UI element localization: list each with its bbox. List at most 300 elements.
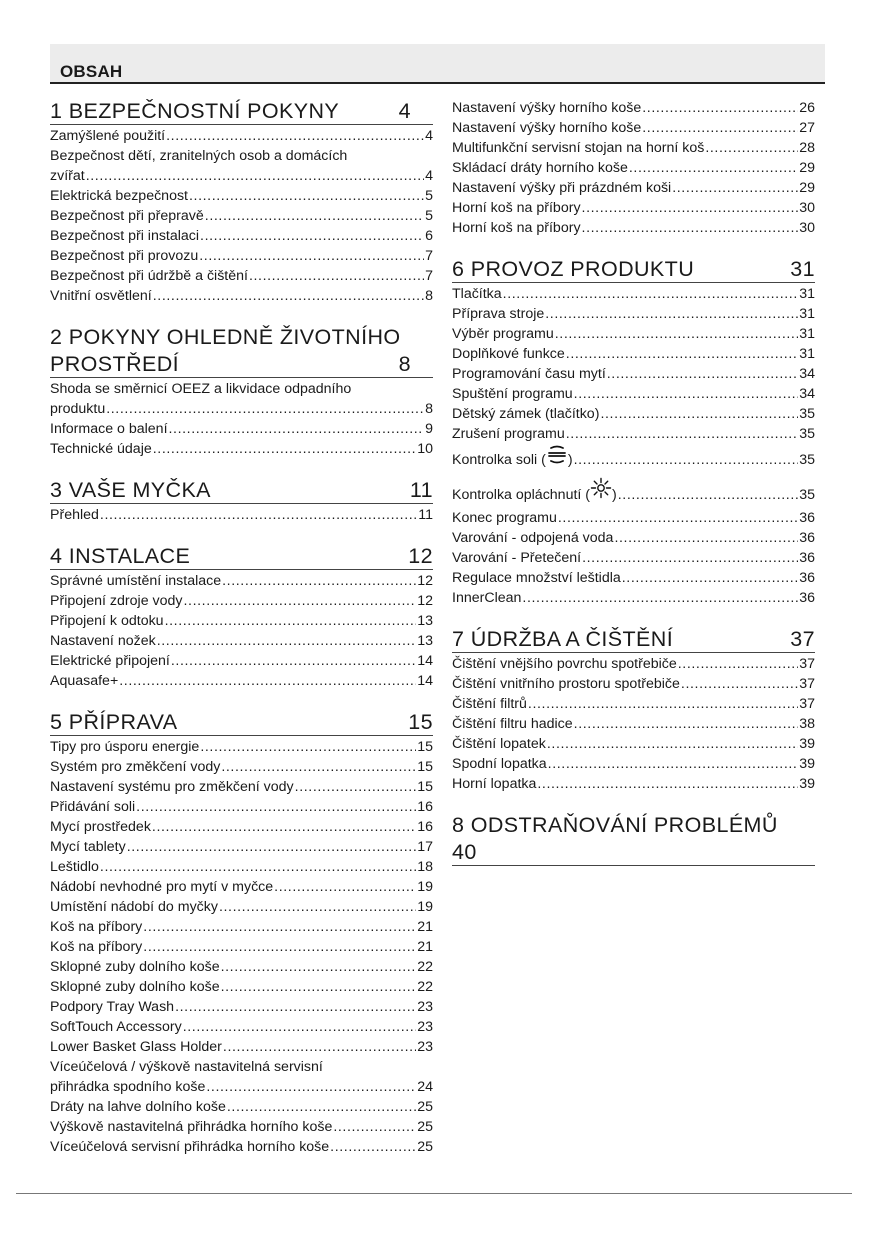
toc-entry-page: 4 bbox=[425, 128, 433, 144]
toc-entry-text: Nádobí nevhodné pro mytí v myčce bbox=[50, 879, 274, 895]
toc-entry-page: 23 bbox=[417, 1039, 433, 1055]
toc-entry-text: Konec programu bbox=[452, 510, 557, 526]
section-heading[interactable] bbox=[50, 709, 433, 736]
dot-leader bbox=[295, 777, 417, 797]
toc-entry-page: 31 bbox=[799, 306, 815, 322]
toc-entry-text: Aquasafe+ bbox=[50, 673, 119, 689]
toc-entry-page: 29 bbox=[799, 160, 815, 176]
toc-entry-page: 23 bbox=[417, 999, 433, 1015]
dot-leader bbox=[165, 611, 417, 631]
toc-entry-page: 6 bbox=[425, 228, 433, 244]
toc-entry-text: Čištění filtru hadice bbox=[452, 716, 573, 732]
toc-title: OBSAH bbox=[60, 62, 123, 81]
toc-entry-row bbox=[50, 399, 433, 419]
toc-entry-text: Čištění lopatek bbox=[452, 736, 546, 752]
dot-leader bbox=[330, 1137, 416, 1157]
toc-entry-row bbox=[50, 837, 433, 857]
toc-entry-text: Víceúčelová / výškově nastavitelná servisní bbox=[50, 1059, 323, 1075]
dot-leader bbox=[537, 774, 798, 794]
toc-entry-row bbox=[50, 997, 433, 1017]
dot-leader bbox=[582, 198, 799, 218]
toc-entry-page: 37 bbox=[799, 696, 815, 712]
toc-entry[interactable] bbox=[50, 591, 433, 611]
toc-entry-text: Tipy pro úsporu energie bbox=[50, 739, 200, 755]
section-heading[interactable] bbox=[50, 477, 433, 504]
toc-entry[interactable] bbox=[452, 98, 815, 118]
toc-entry[interactable] bbox=[452, 568, 815, 588]
toc-entry-page: 23 bbox=[417, 1019, 433, 1035]
toc-entry-page: 39 bbox=[799, 756, 815, 772]
toc-entry-page: 29 bbox=[799, 180, 815, 196]
section-page: 11 bbox=[409, 478, 433, 502]
toc-entry[interactable] bbox=[50, 957, 433, 977]
dot-leader bbox=[206, 1077, 416, 1097]
dot-leader bbox=[221, 957, 417, 977]
toc-entry-row bbox=[50, 246, 433, 266]
toc-entry-page: 11 bbox=[418, 507, 433, 523]
dot-leader bbox=[153, 286, 424, 306]
toc-entry-text: Bezpečnost při instalaci bbox=[50, 228, 200, 244]
toc-entry-page: 37 bbox=[799, 676, 815, 692]
dot-leader bbox=[143, 917, 416, 937]
toc-entry[interactable] bbox=[452, 384, 815, 404]
toc-entry[interactable] bbox=[452, 674, 815, 694]
dot-leader bbox=[184, 591, 417, 611]
toc-entry-row bbox=[452, 178, 815, 198]
toc-entry-text: Zamýšlené použití bbox=[50, 128, 166, 144]
toc-entry[interactable] bbox=[50, 977, 433, 997]
dot-leader bbox=[205, 206, 424, 226]
toc-entry[interactable] bbox=[452, 178, 815, 198]
section-title: 8 ODSTRAŇOVÁNÍ PROBLÉMŮ bbox=[452, 813, 778, 837]
toc-entry[interactable] bbox=[50, 897, 433, 917]
toc-entry-text: Koš na příbory bbox=[50, 919, 143, 935]
section-title: 6 PROVOZ PRODUKTU bbox=[452, 257, 695, 281]
toc-entry-page: 25 bbox=[417, 1139, 433, 1155]
toc-entry-page: 36 bbox=[799, 510, 815, 526]
section-heading-page bbox=[452, 839, 815, 866]
section-title: PROSTŘEDÍ bbox=[50, 352, 180, 376]
toc-entry[interactable] bbox=[50, 1057, 433, 1097]
toc-entry[interactable] bbox=[50, 817, 433, 837]
section-title: 4 INSTALACE bbox=[50, 544, 191, 568]
toc-section bbox=[50, 709, 433, 1157]
dot-leader bbox=[503, 284, 799, 304]
toc-entry[interactable] bbox=[50, 126, 433, 146]
dot-leader bbox=[223, 1037, 416, 1057]
toc-entry-text: Varování - Přetečení bbox=[452, 550, 582, 566]
dot-leader bbox=[574, 384, 799, 404]
dot-leader bbox=[274, 877, 416, 897]
toc-entry[interactable] bbox=[50, 937, 433, 957]
dot-leader bbox=[600, 404, 798, 424]
toc-entry[interactable] bbox=[452, 477, 815, 508]
toc-entry-row bbox=[452, 444, 815, 473]
toc-entry[interactable] bbox=[50, 286, 433, 306]
toc-entry-page: 18 bbox=[417, 859, 433, 875]
section-page: 37 bbox=[790, 627, 815, 651]
toc-entry-text: Shoda se směrnicí OEEZ a likvidace odpadního bbox=[50, 381, 352, 397]
toc-entry[interactable] bbox=[50, 226, 433, 246]
dot-leader bbox=[100, 505, 417, 525]
toc-entry-page: 7 bbox=[425, 268, 433, 284]
dot-leader bbox=[221, 757, 416, 777]
toc-entry[interactable] bbox=[452, 218, 815, 238]
toc-entry-row bbox=[50, 226, 433, 246]
toc-entry[interactable] bbox=[452, 774, 815, 794]
toc-entry[interactable] bbox=[452, 344, 815, 364]
toc-entry[interactable] bbox=[50, 186, 433, 206]
toc-entry-text: Čištění filtrů bbox=[452, 696, 527, 712]
toc-entry-text: InnerClean bbox=[452, 590, 522, 606]
dot-leader bbox=[582, 548, 798, 568]
toc-entry-text: Regulace množství leštidla bbox=[452, 570, 621, 586]
toc-entry[interactable] bbox=[452, 404, 815, 424]
toc-entry-page: 28 bbox=[799, 140, 815, 156]
dot-leader bbox=[548, 754, 799, 774]
dot-leader bbox=[574, 447, 799, 473]
toc-entry-page: 35 bbox=[799, 406, 815, 422]
toc-entry-text: Víceúčelová servisní přihrádka horního koše bbox=[50, 1139, 330, 1155]
toc-entry-row bbox=[452, 734, 815, 754]
toc-entry-row bbox=[50, 505, 433, 525]
toc-entry-row bbox=[50, 186, 433, 206]
toc-entry[interactable] bbox=[452, 304, 815, 324]
section-title: 5 PŘÍPRAVA bbox=[50, 710, 178, 734]
section-gap bbox=[452, 794, 815, 812]
section-heading[interactable] bbox=[50, 98, 433, 125]
toc-entry-row bbox=[50, 439, 433, 459]
toc-entry[interactable] bbox=[50, 777, 433, 797]
toc-entry-page: 38 bbox=[799, 716, 815, 732]
toc-entry-page: 13 bbox=[417, 613, 433, 629]
toc-entry-text: Bezpečnost dětí, zranitelných osob a domácích bbox=[50, 148, 348, 164]
toc-entry[interactable] bbox=[452, 284, 815, 304]
toc-entry-text: Mycí prostředek bbox=[50, 819, 151, 835]
section-heading[interactable] bbox=[50, 351, 433, 378]
toc-entry[interactable] bbox=[50, 1037, 433, 1057]
toc-entry[interactable] bbox=[50, 877, 433, 897]
dot-leader bbox=[678, 654, 798, 674]
toc-entry-page: 14 bbox=[417, 673, 433, 689]
toc-entry-text: Bezpečnost při přepravě bbox=[50, 208, 204, 224]
toc-entry-text: Kontrolka soli ( bbox=[452, 452, 546, 468]
toc-entry-text: Nastavení výšky horního koše bbox=[452, 120, 642, 136]
dot-leader bbox=[681, 674, 798, 694]
toc-entry-text: Čištění vnějšího povrchu spotřebiče bbox=[452, 656, 677, 672]
toc-entry-page: 36 bbox=[799, 570, 815, 586]
dot-leader bbox=[221, 977, 417, 997]
toc-entry-page: 22 bbox=[417, 979, 433, 995]
section-page: 12 bbox=[408, 544, 433, 568]
toc-entry-text: Podpory Tray Wash bbox=[50, 999, 175, 1015]
section-title: 7 ÚDRŽBA A ČIŠTĚNÍ bbox=[452, 627, 674, 651]
toc-entry-row bbox=[452, 528, 815, 548]
toc-entry-page: 37 bbox=[799, 656, 815, 672]
toc-entry-row bbox=[452, 118, 815, 138]
toc-entry[interactable] bbox=[452, 118, 815, 138]
toc-column-right bbox=[452, 98, 815, 867]
toc-entry[interactable] bbox=[452, 754, 815, 774]
toc-entry-page: 36 bbox=[799, 530, 815, 546]
toc-entry-text: Sklopné zuby dolního koše bbox=[50, 979, 220, 995]
toc-entry-text: Nastavení nožek bbox=[50, 633, 156, 649]
toc-entry-page: 16 bbox=[417, 799, 433, 815]
section-heading[interactable] bbox=[452, 812, 815, 838]
section-title-line bbox=[50, 324, 433, 350]
toc-entry-page: 34 bbox=[799, 386, 815, 402]
toc-entry-row bbox=[50, 1117, 433, 1137]
toc-entry-text: Přidávání soli bbox=[50, 799, 136, 815]
toc-entry[interactable] bbox=[50, 1137, 433, 1157]
toc-entry-page: 25 bbox=[417, 1119, 433, 1135]
dot-leader bbox=[86, 166, 424, 186]
toc-entry-row bbox=[50, 957, 433, 977]
toc-entry-row bbox=[50, 777, 433, 797]
toc-entry-page: 24 bbox=[417, 1079, 433, 1095]
toc-entry-page: 10 bbox=[417, 441, 433, 457]
toc-entry[interactable] bbox=[50, 857, 433, 877]
toc-entry-page: 17 bbox=[417, 839, 433, 855]
toc-entry[interactable] bbox=[50, 671, 433, 691]
toc-section bbox=[50, 324, 433, 459]
toc-entry-text: Multifunkční servisní stojan na horní koš bbox=[452, 140, 705, 156]
toc-entry[interactable] bbox=[50, 1097, 433, 1117]
toc-entry-page: 19 bbox=[417, 879, 433, 895]
toc-entry[interactable] bbox=[452, 158, 815, 178]
toc-entry[interactable] bbox=[50, 419, 433, 439]
toc-entry-row bbox=[452, 424, 815, 444]
section-gap bbox=[452, 238, 815, 256]
section-heading[interactable] bbox=[452, 256, 815, 283]
toc-entry-text: Horní lopatka bbox=[452, 776, 537, 792]
section-gap bbox=[50, 525, 433, 543]
toc-entry-row bbox=[50, 591, 433, 611]
toc-entry[interactable] bbox=[50, 631, 433, 651]
section-page: 31 bbox=[790, 257, 815, 281]
toc-entry[interactable] bbox=[50, 206, 433, 226]
dot-leader bbox=[545, 304, 798, 324]
dot-leader bbox=[200, 737, 416, 757]
toc-entry-row bbox=[452, 284, 815, 304]
section-heading[interactable] bbox=[50, 543, 433, 570]
toc-entry-text: Informace o balení bbox=[50, 421, 168, 437]
section-title: 2 POKYNY OHLEDNĚ ŽIVOTNÍHO bbox=[50, 325, 401, 349]
toc-entry[interactable] bbox=[50, 439, 433, 459]
toc-entry-text: Varování - odpojená voda bbox=[452, 530, 614, 546]
toc-entry[interactable] bbox=[452, 324, 815, 344]
salt-icon bbox=[546, 444, 568, 473]
toc-entry[interactable] bbox=[452, 694, 815, 714]
toc-entry-text: Spodní lopatka bbox=[452, 756, 547, 772]
toc-entry-text-suffix: ) bbox=[567, 452, 573, 468]
toc-entry[interactable] bbox=[50, 266, 433, 286]
toc-entry-text: Zrušení programu bbox=[452, 426, 565, 442]
toc-entry[interactable] bbox=[50, 651, 433, 671]
toc-entry-page: 9 bbox=[425, 421, 433, 437]
rinse-aid-icon bbox=[590, 477, 612, 508]
dot-leader bbox=[169, 419, 425, 439]
toc-entry[interactable] bbox=[50, 737, 433, 757]
toc-entry-page: 13 bbox=[417, 633, 433, 649]
dot-leader bbox=[642, 98, 798, 118]
toc-entry-row bbox=[50, 1037, 433, 1057]
toc-entry-row bbox=[50, 651, 433, 671]
dot-leader bbox=[566, 344, 798, 364]
toc-entry[interactable] bbox=[50, 1117, 433, 1137]
toc-entry-row bbox=[452, 304, 815, 324]
toc-section bbox=[452, 626, 815, 794]
toc-entry-page: 22 bbox=[417, 959, 433, 975]
toc-entry-text: Čištění vnitřního prostoru spotřebiče bbox=[452, 676, 680, 692]
toc-entry[interactable] bbox=[50, 611, 433, 631]
section-gap bbox=[50, 459, 433, 477]
dot-leader bbox=[672, 178, 798, 198]
toc-entry-row bbox=[452, 198, 815, 218]
section-gap bbox=[452, 608, 815, 626]
toc-entry[interactable] bbox=[50, 797, 433, 817]
toc-entry[interactable] bbox=[452, 588, 815, 608]
toc-entry[interactable] bbox=[50, 1017, 433, 1037]
toc-entry-page: 16 bbox=[417, 819, 433, 835]
toc-entry[interactable] bbox=[452, 424, 815, 444]
toc-entry-text: Výběr programu bbox=[452, 326, 554, 342]
section-page: 8 bbox=[398, 352, 411, 376]
toc-entry-row bbox=[452, 477, 815, 508]
toc-entry-page: 35 bbox=[799, 487, 815, 503]
toc-entry-text: Doplňkové funkce bbox=[452, 346, 565, 362]
toc-entry[interactable] bbox=[50, 917, 433, 937]
toc-entry[interactable] bbox=[452, 714, 815, 734]
dot-leader bbox=[618, 482, 798, 508]
toc-entry[interactable] bbox=[452, 508, 815, 528]
dot-leader bbox=[522, 588, 798, 608]
toc-entry-page: 5 bbox=[425, 208, 433, 224]
section-page: 40 bbox=[452, 840, 477, 864]
dot-leader bbox=[152, 817, 416, 837]
section-heading[interactable] bbox=[452, 626, 815, 653]
toc-entry-page: 15 bbox=[417, 739, 433, 755]
footer-divider bbox=[16, 1193, 852, 1194]
toc-entry-page: 31 bbox=[799, 346, 815, 362]
toc-entry[interactable] bbox=[50, 997, 433, 1017]
toc-section bbox=[50, 98, 433, 306]
toc-entry[interactable] bbox=[50, 505, 433, 525]
toc-entry-text: Kontrolka opláchnutí ( bbox=[452, 487, 591, 503]
toc-entry-row bbox=[452, 588, 815, 608]
toc-entry[interactable] bbox=[452, 444, 815, 473]
toc-entry-row bbox=[452, 694, 815, 714]
toc-entry-row bbox=[452, 218, 815, 238]
toc-entry-page: 25 bbox=[417, 1099, 433, 1115]
section-page: 15 bbox=[408, 710, 433, 734]
toc-entry-row bbox=[50, 897, 433, 917]
dot-leader bbox=[642, 118, 798, 138]
dot-leader bbox=[574, 714, 799, 734]
toc-entry-row bbox=[452, 384, 815, 404]
toc-entry-row bbox=[50, 166, 433, 186]
toc-entry-row bbox=[50, 917, 433, 937]
toc-entry-row bbox=[50, 1097, 433, 1117]
toc-entry[interactable] bbox=[452, 138, 815, 158]
toc-section bbox=[452, 812, 815, 866]
dot-leader bbox=[143, 937, 416, 957]
toc-entry-text: Leštidlo bbox=[50, 859, 99, 875]
toc-entry[interactable] bbox=[50, 379, 433, 419]
toc-entry-row bbox=[452, 98, 815, 118]
section-gap bbox=[50, 691, 433, 709]
toc-entry[interactable] bbox=[452, 734, 815, 754]
dot-leader bbox=[166, 126, 424, 146]
toc-entry-row bbox=[50, 817, 433, 837]
toc-entry-row bbox=[50, 571, 433, 591]
toc-entry-page: 35 bbox=[799, 452, 815, 468]
toc-entry-page: 21 bbox=[417, 939, 433, 955]
dot-leader bbox=[622, 568, 798, 588]
toc-entry[interactable] bbox=[50, 757, 433, 777]
toc-entry[interactable] bbox=[452, 548, 815, 568]
toc-entry-row bbox=[452, 674, 815, 694]
toc-entry-page: 39 bbox=[799, 736, 815, 752]
toc-entry[interactable] bbox=[452, 654, 815, 674]
toc-entry-text: Dráty na lahve dolního koše bbox=[50, 1099, 226, 1115]
toc-entry-text: Sklopné zuby dolního koše bbox=[50, 959, 220, 975]
toc-entry-row bbox=[452, 714, 815, 734]
toc-entry-row bbox=[452, 774, 815, 794]
toc-entry-text: Výškově nastavitelná přihrádka horního koše bbox=[50, 1119, 333, 1135]
toc-entry[interactable] bbox=[50, 146, 433, 186]
toc-section bbox=[452, 98, 815, 238]
dot-leader bbox=[200, 226, 424, 246]
toc-entry-text: Mycí tablety bbox=[50, 839, 126, 855]
dot-leader bbox=[629, 158, 798, 178]
dot-leader bbox=[249, 266, 424, 286]
toc-entry-text: Lower Basket Glass Holder bbox=[50, 1039, 222, 1055]
dot-leader bbox=[189, 186, 424, 206]
dot-leader bbox=[614, 528, 798, 548]
toc-entry-page: 26 bbox=[799, 100, 815, 116]
toc-entry-text: SoftTouch Accessory bbox=[50, 1019, 182, 1035]
toc-entry[interactable] bbox=[452, 528, 815, 548]
toc-entry[interactable] bbox=[50, 571, 433, 591]
toc-entry[interactable] bbox=[50, 837, 433, 857]
toc-entry-row bbox=[50, 286, 433, 306]
toc-entry-row bbox=[50, 877, 433, 897]
toc-entry-text: Elektrická bezpečnost bbox=[50, 188, 189, 204]
toc-entry-row bbox=[50, 1017, 433, 1037]
toc-entry-page: 36 bbox=[799, 590, 815, 606]
toc-entry-row bbox=[50, 611, 433, 631]
toc-entry-row bbox=[50, 737, 433, 757]
toc-entry-text: Tlačítka bbox=[452, 286, 502, 302]
toc-entry-text-suffix: ) bbox=[612, 487, 617, 503]
toc-entry-page: 14 bbox=[417, 653, 433, 669]
toc-entry[interactable] bbox=[452, 198, 815, 218]
toc-entry[interactable] bbox=[452, 364, 815, 384]
toc-entry-row bbox=[452, 654, 815, 674]
toc-entry-text: Systém pro změkčení vody bbox=[50, 759, 221, 775]
dot-leader bbox=[222, 571, 416, 591]
toc-entry[interactable] bbox=[50, 246, 433, 266]
toc-entry-text: Skládací dráty horního koše bbox=[452, 160, 628, 176]
toc-entry-row bbox=[452, 548, 815, 568]
toc-entry-row bbox=[452, 364, 815, 384]
toc-entry-text: Koš na příbory bbox=[50, 939, 143, 955]
toc-entry-row bbox=[452, 138, 815, 158]
dot-leader bbox=[153, 439, 416, 459]
toc-entry-row bbox=[50, 631, 433, 651]
toc-entry-text: produktu bbox=[50, 401, 106, 417]
